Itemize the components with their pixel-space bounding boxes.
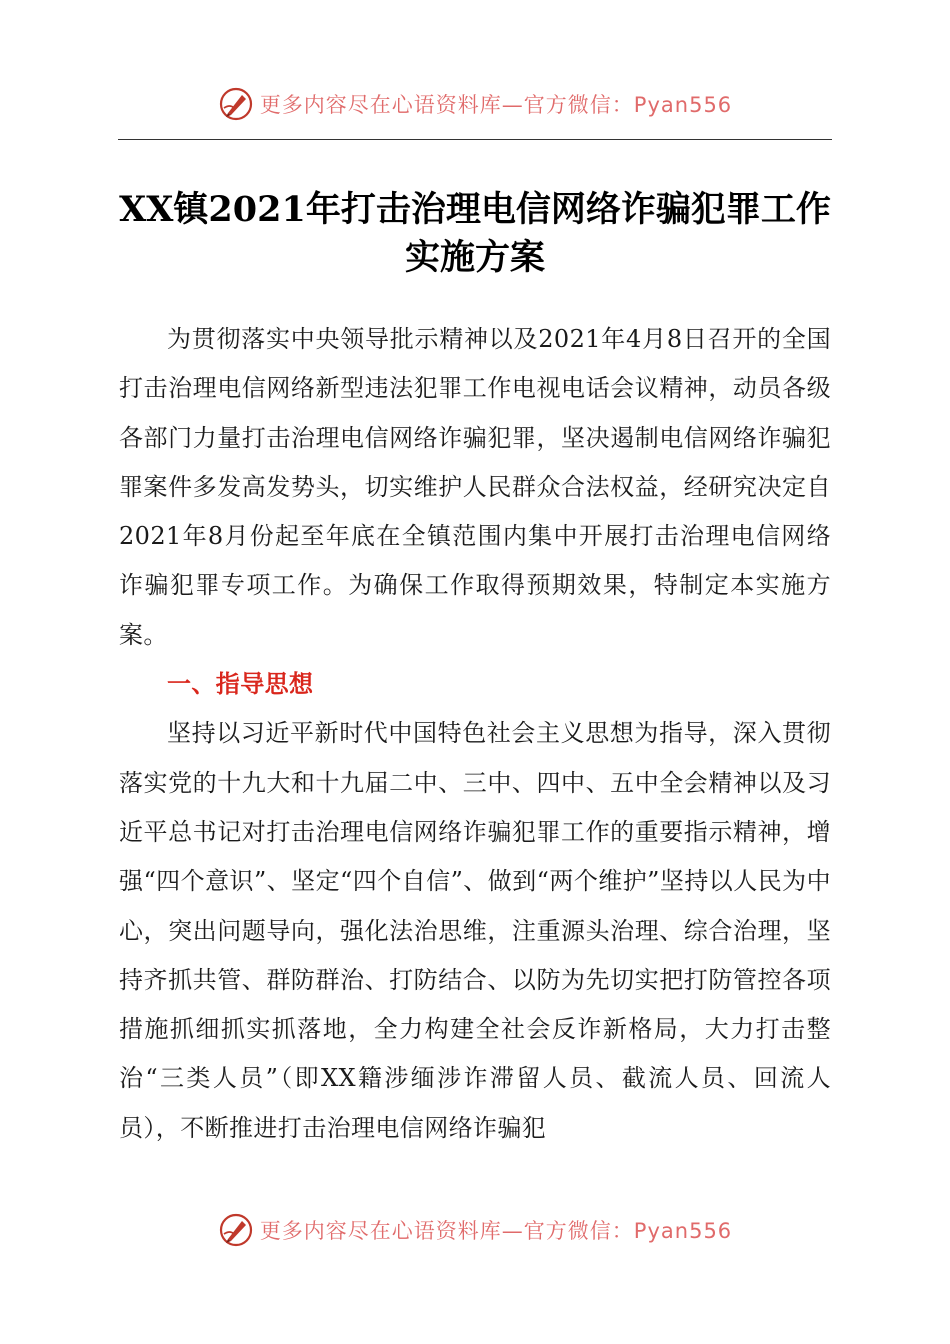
pen-nib-logo-icon: [218, 86, 254, 122]
section-heading-guiding-ideology: 一、指导思想: [167, 670, 314, 699]
header-watermark-banner: [0, 84, 950, 124]
intro-paragraph: 为贯彻落实中央领导批示精神以及2021年4月8日召开的全国打击治理电信网络新型违法犯罪工作电视电话会议精神，动员各级各部门力量打击治理电信网络诈骗犯罪，坚决遏制电信网络诈骗犯罪案件多发高发势头，切实维护人民群众合法权益，经研究决定自2021年8月份起至年底在全镇范围内集中开展打击治理电信网络诈骗犯罪专项工作。为确保工作取得预期效果，特制定本实施方案。: [119, 325, 831, 649]
title-line-1: XX镇2021年打击治理电信网络诈骗犯罪工作: [119, 189, 831, 230]
footer-watermark-text: 更多内容尽在心语资料库—官方微信：Pyan556: [259, 1219, 733, 1243]
footer-watermark-banner: [0, 1210, 950, 1250]
header-divider: [118, 139, 832, 140]
document-body: [119, 315, 831, 1153]
header-watermark-text: 更多内容尽在心语资料库—官方微信：Pyan556: [259, 93, 733, 117]
guiding-ideology-paragraph: 坚持以习近平新时代中国特色社会主义思想为指导，深入贯彻落实党的十九大和十九届二中、三中、四中、五中全会精神以及习近平总书记对打击治理电信网络诈骗犯罪工作的重要指示精神，增强“四个意识”、坚定“四个自信”、做到“两个维护”坚持以人民为中心，突出问题导向，强化法治思维，注重源头治理、综合治理，坚持齐抓共管、群防群治、打防结合、以防为先切实把打防管控各项措施抓细抓实抓落地，全力构建全社会反诈新格局，大力打击整治“三类人员”（即XX籍涉缅涉诈滞留人员、截流人员、回流人员），不断推进打击治理电信网络诈骗犯: [119, 719, 831, 1142]
pen-nib-logo-icon: [218, 1212, 254, 1248]
document-title: [100, 186, 850, 282]
title-line-2: 实施方案: [404, 237, 545, 278]
